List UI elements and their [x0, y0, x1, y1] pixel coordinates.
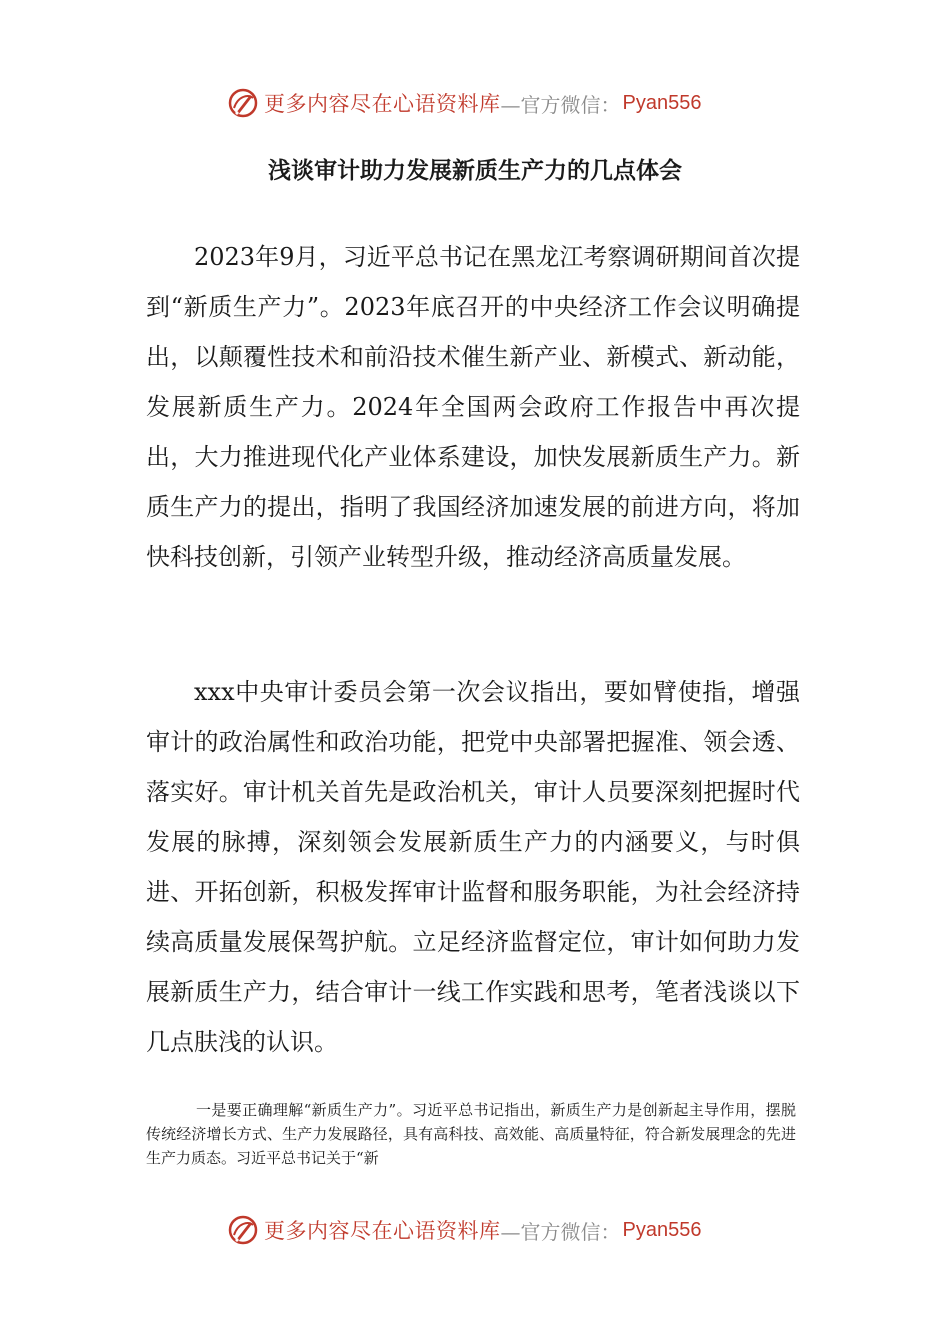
- official-wechat-label: —官方微信：: [500, 1219, 621, 1244]
- brand-text: 更多内容尽在心语资料库: [264, 92, 501, 116]
- wechat-id: Pyan556: [622, 1218, 702, 1241]
- paragraph-1: 2023年9月，习近平总书记在黑龙江考察调研期间首次提到“新质生产力”。2023年底召开的中央经济工作会议明确提出，以颠覆性技术和前沿技术催生新产业、新模式、新动能，发展新质生产力。2024年全国两会政府工作报告中再次提出，大力推进现代化产业体系建设，加快发展新质生产力。新质生产力的提出，指明了我国经济加速发展的前进方向，将加快科技创新，引领产业转型升级，推动经济高质量发展。: [146, 243, 800, 571]
- banner-content-bottom: [226, 1210, 701, 1250]
- paragraph-2: xxx中央审计委员会第一次会议指出，要如臂使指，增强审计的政治属性和政治功能，把党中央部署把握准、领会透、落实好。审计机关首先是政治机关，审计人员要深刻把握时代发展的脉搏，深刻领会发展新质生产力的内涵要义，与时俱进、开拓创新，积极发挥审计监督和服务职能，为社会经济持续高质量发展保驾护航。立足经济监督定位，审计如何助力发展新质生产力，结合审计一线工作实践和思考，笔者浅谈以下几点肤浅的认识。: [146, 678, 800, 1056]
- brand-text: 更多内容尽在心语资料库: [264, 1219, 501, 1243]
- wechat-id: Pyan556: [622, 91, 702, 114]
- banner-content: [226, 83, 701, 123]
- document-title: 浅谈审计助力发展新质生产力的几点体会: [268, 158, 682, 184]
- footer-watermark-banner: [0, 1210, 950, 1250]
- pen-swirl-logo-icon: [226, 1213, 260, 1247]
- header-watermark-banner: [0, 83, 950, 123]
- paragraph-3-small: 一是要正确理解“新质生产力”。习近平总书记指出，新质生产力是创新起主导作用，摆脱传统经济增长方式、生产力发展路径，具有高科技、高效能、高质量特征，符合新发展理念的先进生产力质态。习近平总书记关于“新: [146, 1101, 796, 1167]
- pen-swirl-logo-icon: [226, 86, 260, 120]
- official-wechat-label: —官方微信：: [500, 92, 621, 117]
